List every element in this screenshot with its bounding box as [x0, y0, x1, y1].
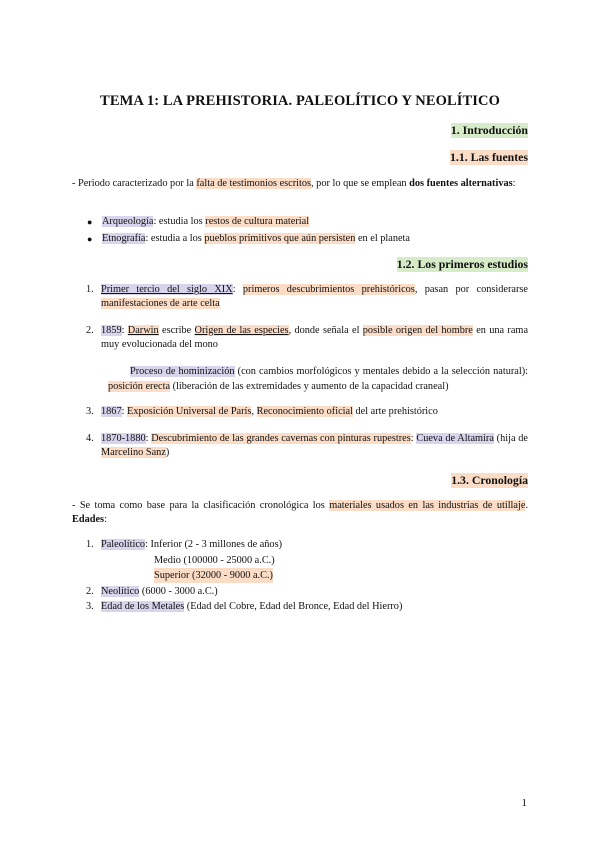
paleolitico-superior: Superior (32000 - 9000 a.C.) [154, 570, 273, 581]
list-item-edades-1: 1. Paleolítico: Inferior (2 - 3 millones de años) [86, 539, 283, 550]
bullet-icon: ● [87, 234, 93, 244]
list-item-estudios-1: 1. Primer tercio del siglo XIX: primeros descubrimientos prehistóricos, pasan por considerarse manifestaciones de arte celta [86, 284, 528, 309]
list-item-estudios-3: 3. 1867: Exposición Universal de París, Reconocimiento oficial del arte prehistórico [86, 406, 438, 417]
hominizacion-paragraph: Proceso de hominización (con cambios morfológicos y mentales debido a la selección natural): posición erecta (liberación de las extremidades y aumento de la capacidad craneal) [108, 366, 529, 392]
section-heading-estudios: 1.2. Los primeros estudios [396, 257, 528, 271]
bullet-icon: ● [87, 217, 93, 227]
list-item-arqueologia: ● Arqueología: estudia los restos de cultura material [87, 216, 310, 227]
list-item-estudios-4: 4. 1870-1880: Descubrimiento de las grandes cavernas con pinturas rupestres: Cueva de Altamira (hija de Marcelino Sanz) [86, 433, 529, 458]
section-heading-fuentes: 1.1. Las fuentes [450, 150, 528, 164]
document-title: TEMA 1: LA PREHISTORIA. PALEOLÍTICO Y NEOLÍTICO [100, 93, 500, 109]
paleolitico-medio: Medio (100000 - 25000 a.C.) [154, 555, 275, 566]
list-item-etnografia: ● Etnografía: estudia a los pueblos primitivos que aún persisten en el planeta [87, 233, 410, 244]
page-number: 1 [521, 797, 527, 809]
section-heading-introduccion: 1. Introducción [450, 123, 528, 137]
list-item-edades-3: 3. Edad de los Metales (Edad del Cobre, Edad del Bronce, Edad del Hierro) [86, 601, 403, 612]
fuentes-paragraph: - Periodo caracterizado por la falta de testimonios escritos, por lo que se emplean dos fuentes alternativas: [72, 178, 516, 189]
list-item-estudios-2: 2. 1859: Darwin escribe Origen de las especies, donde señala el posible origen del hombre en una rama muy evolucionada del mono [86, 325, 529, 350]
section-heading-cronologia: 1.3. Cronología [451, 473, 528, 487]
cronologia-paragraph: - Se toma como base para la clasificación cronológica los materiales usados en las industrias de utillaje. Edades: [72, 500, 529, 525]
list-item-edades-2: 2. Neolítico (6000 - 3000 a.C.) [86, 586, 218, 597]
